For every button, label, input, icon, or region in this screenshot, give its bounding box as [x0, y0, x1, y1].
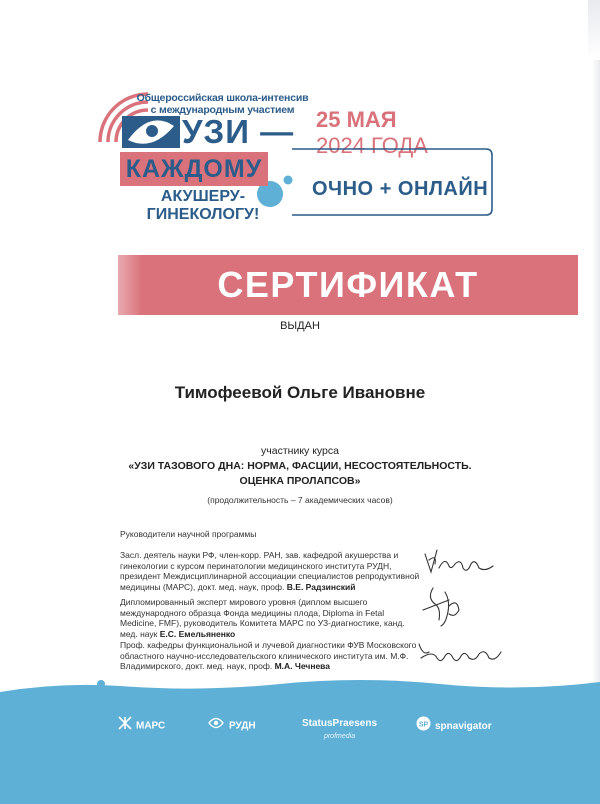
footer-label-rudn: РУДН — [229, 720, 256, 732]
footer-logo-statuspraesens — [302, 716, 377, 745]
leader-emelyanenko-name: Е.С. Емельяненко — [159, 628, 236, 639]
course-duration: (продолжительность – 7 академических часов) — [207, 495, 393, 505]
leader-radzinsky-desc: Засл. деятель науки РФ, член-корр. РАН, зав. кафедрой акушерства и гинекологии с курсом перинатологии медицинского института РУДН, президент Междисциплинарной ассоциации специалистов репродуктивной медицины (МАРС), докт. мед. наук, проф. — [120, 550, 420, 592]
footer-sub-profmedia: profmedia — [323, 733, 356, 740]
course-title-line2: ОЦЕНКА ПРОЛАПСОВ» — [239, 475, 361, 487]
certificate-title: СЕРТИФИКАТ — [217, 264, 479, 305]
footer-label-mars: МАРС — [136, 720, 166, 732]
participant-label: участнику курса — [261, 445, 339, 457]
page-fold-shadow — [588, 0, 600, 60]
leader-radzinsky-name: В.Е. Радзинский — [286, 581, 356, 592]
signature-radzinsky — [425, 550, 493, 572]
rudn-logo-icon — [207, 716, 225, 736]
footer-logo-mars — [118, 716, 165, 736]
footer-logo-spnavigator — [416, 716, 492, 737]
event-format: ОЧНО + ОНЛАЙН — [312, 178, 489, 200]
leaders-heading: Руководители научной программы — [120, 529, 257, 539]
footer-logo-rudn — [207, 716, 256, 736]
leader-chechneva-desc: Проф. кафедры функциональной и лучевой диагностики ФУВ Московского областного научно-исследовательского клинического института им. М.Ф. Владимирского, докт. мед. наук, проф. — [120, 640, 417, 671]
leader-radzinsky — [120, 550, 420, 592]
mars-logo-icon — [118, 716, 132, 736]
sp-badge-icon — [416, 716, 431, 737]
leader-chechneva-name: М.А. Чечнева — [274, 661, 331, 671]
footer-wave — [0, 658, 600, 804]
recipient-name: Тимофеевой Ольге Ивановне — [174, 383, 426, 402]
school-tagline: Общероссийская школа-интенсив с международным участием — [136, 92, 309, 116]
footer-label-statuspraesens: StatusPraesens — [302, 718, 378, 729]
logo-title-uzi: УЗИ — — [182, 113, 295, 150]
svg-text:SP: SP — [418, 721, 429, 729]
course-title-line1: «УЗИ ТАЗОВОГО ДНА: НОРМА, ФАСЦИИ, НЕСОСТОЯТЕЛЬНОСТЬ. — [128, 460, 472, 472]
event-date: 25 МАЯ — [316, 107, 397, 132]
course-title — [0, 459, 600, 489]
leader-emelyanenko — [120, 597, 420, 639]
logo-title-akusheru: АКУШЕРУ-ГИНЕКОЛОГУ! — [146, 188, 260, 223]
logo-title-kazhdomu: КАЖДОМУ — [125, 155, 263, 183]
footer-label-spnavigator: spnavigator — [435, 721, 492, 733]
signature-emelyanenko — [423, 588, 459, 626]
ultrasound-eye-icon — [122, 116, 180, 148]
leader-emelyanenko-desc: Дипломированный эксперт мирового уровня (диплом высшего международного образца Фонда медицины плода, Diploma in Fetal Medicine, FMF), руководитель Комитета МАРС по УЗ-диагностике, канд. мед. наук — [120, 597, 405, 639]
event-year: 2024 ГОДА — [316, 133, 428, 158]
issued-label: ВЫДАН — [280, 320, 320, 332]
